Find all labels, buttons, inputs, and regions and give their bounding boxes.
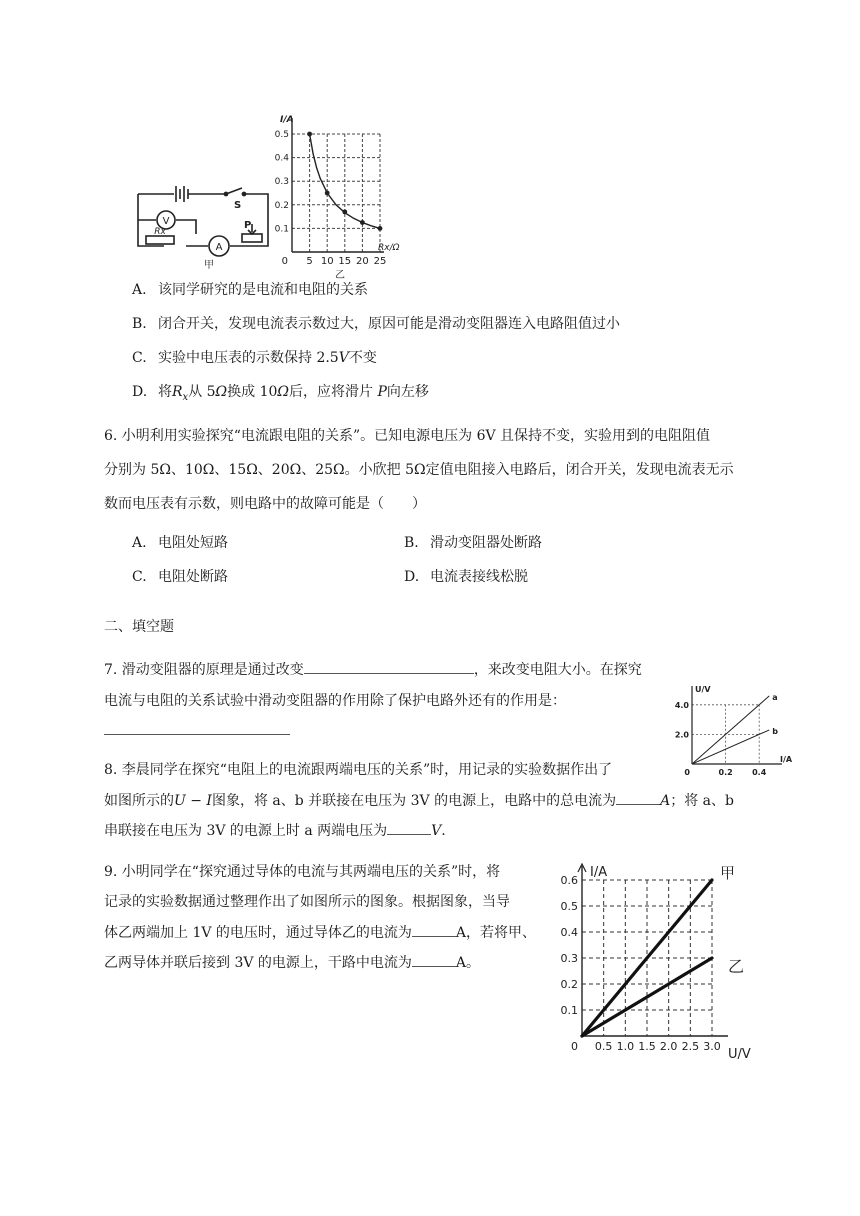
q6-option-c[interactable] [132,567,228,587]
y-tick-label: 0.5 [274,130,289,140]
x-tick-label: 5 [306,256,313,267]
y-tick-label: 0.2 [560,978,578,991]
series-label-a: a [772,692,778,702]
circuit-caption: 甲 [204,260,214,271]
x-tick-label: 20 [356,256,369,267]
y-axis-title: I/A [280,115,294,125]
series-line-b [692,730,769,764]
y-tick-label: 4.0 [674,700,689,710]
option-key: C. [132,569,147,585]
q9-text: 乙两导体并联后接到 3V 的电源上，干路中电流为 [104,955,412,971]
ammeter-symbol: A [215,242,223,253]
option-text: 将 [158,384,172,400]
q8-text: 如图所示的 [104,793,174,809]
y-axis-title: I/A [590,865,608,880]
q8-text: ；将 a、b [670,793,734,809]
q7-line-2: 电流与电阻的关系试验中滑动变阻器的作用除了保护电路外还有的作用是： [104,693,566,709]
data-point [307,132,312,137]
x-tick-label: 15 [338,256,352,267]
option-key: C. [132,350,147,366]
y-tick-label: 0.3 [560,952,578,965]
option-text-end: 不变 [348,350,377,366]
option-text: 电阻处断路 [158,569,228,585]
ohm-symbol: Ω [277,384,290,400]
voltmeter-symbol: V [162,216,170,227]
option-text: 后，应将滑片 [289,384,378,400]
option-text: 电流表接线松脱 [430,569,528,585]
q8-answer-blank-2[interactable] [387,820,431,835]
q6-option-d[interactable] [404,567,528,587]
q7-text: 7. 滑动变阻器的原理是通过改变 [104,662,304,678]
q6-stem-line-1: 6. 小明利用实验探究“电流跟电阻的关系”。已知电源电压为 6V 且保持不变，实验用到的电阻阻值 [104,428,711,444]
y-tick-label: 0.5 [560,900,578,913]
slider-label: P [244,220,252,231]
y-tick-label: 2.0 [674,730,689,740]
y-tick-label: 0.3 [274,177,289,188]
y-tick-label: 0.2 [274,200,289,211]
q6-option-a[interactable] [132,533,228,553]
x-tick-label: 2.5 [681,1040,700,1053]
option-key: A. [132,282,147,298]
x-tick-label: 2.0 [659,1040,678,1053]
option-text-end: 向左移 [386,384,429,400]
ohm-symbol: Ω [215,384,228,400]
x-tick-label: 0.4 [752,768,767,777]
resistor-label: Rx [154,227,166,237]
q5-option-c[interactable] [132,348,377,368]
series-label-b: b [772,726,779,736]
x-tick-label: 25 [373,256,387,267]
option-text: 换成 10 [227,384,278,400]
q6-stem-line-3: 数而电压表有示数，则电路中的故障可能是（ ） [104,496,426,512]
data-point [360,220,365,225]
graph-ia-vs-uv [560,858,770,1068]
unit-volt: V [431,823,442,839]
option-key: B. [404,535,419,551]
x-axis-title: I/A [780,755,792,764]
option-text: 闭合开关，发现电流表示数过大，原因可能是滑动变阻器连入电路阻值过小 [158,316,620,332]
x-tick-label: 3.0 [703,1040,721,1053]
series-label-jia: 甲 [720,864,736,882]
switch-label: S [234,200,242,211]
q9-line-1: 9. 小明同学在“探究通过导体的电流与其两端电压的关系”时，将 [104,864,501,880]
x-tick-label: 0.2 [718,768,733,777]
q5-option-d[interactable] [132,382,429,408]
data-point [342,209,347,214]
q8-text: 串联接在电压为 3V 的电源上时 a 两端电压为 [104,823,388,839]
q9-answer-blank-2[interactable] [412,952,456,967]
option-key: D. [132,384,148,400]
q8-text: 图象，将 a、b 并联接在电压为 3V 的电源上，电路中的总电流为 [211,793,617,809]
q6-option-b[interactable] [404,533,542,553]
option-text: 滑动变阻器处断路 [430,535,542,551]
q7-answer-blank-1[interactable] [304,659,474,674]
y-tick-label: 0.1 [560,1004,578,1017]
q7-answer-blank-2[interactable] [104,720,290,735]
graph-caption: 乙 [335,270,345,281]
origin-label: 0 [684,768,690,777]
unit-volt: V [338,350,349,366]
y-axis-title: U/V [695,685,711,694]
y-tick-label: 0.4 [274,153,289,164]
graph-uv-vs-ia [668,682,792,782]
q6-stem-line-2: 分别为 5Ω、10Ω、15Ω、20Ω、25Ω。小欣把 5Ω定值电阻接入电路后，闭合开关，发现电流表无示 [104,462,734,478]
q5-option-a[interactable] [132,280,368,300]
rx-symbol: R [172,384,183,400]
x-tick-label: 10 [320,256,334,267]
q9-line-4 [104,952,480,973]
graph-current-vs-resistance [272,112,422,282]
x-axis-title: Rx/Ω [378,243,400,253]
data-point [325,191,330,196]
q8-line-3 [104,820,446,841]
origin-label: 0 [281,256,288,267]
q8-ui-symbol: U − I [174,793,212,809]
x-axis-title: U/V [728,1047,751,1062]
option-text: 从 5 [188,384,216,400]
option-key: B. [132,316,147,332]
series-line-a [692,696,769,764]
option-text: 实验中电压表的示数保持 2.5 [158,350,339,366]
q8-answer-blank-1[interactable] [616,790,660,805]
section-title: 二、填空题 [104,619,174,635]
x-tick-label: 0.5 [594,1040,613,1053]
q9-line-3 [104,922,536,943]
series-line-yi [582,958,712,1036]
q8-line-2 [104,790,734,811]
q9-text: A，若将甲、 [455,925,537,941]
option-text: 该同学研究的是电流和电阻的关系 [158,282,368,298]
rx-subscript: x [182,391,189,403]
series-label-yi: 乙 [728,957,745,976]
q9-text: 体乙两端加上 1V 的电压时，通过导体乙的电流为 [104,925,412,941]
x-tick-label: 1.5 [638,1040,656,1053]
q9-text: A。 [455,955,481,971]
q9-line-2: 记录的实验数据通过整理作出了如图所示的图象。根据图象，当导 [104,894,510,910]
unit-amp: A [660,793,671,809]
y-tick-label: 0.6 [560,874,578,887]
origin-label: 0 [571,1040,578,1053]
option-key: A. [132,535,147,551]
p-symbol: P [377,384,387,400]
q5-option-b[interactable] [132,314,620,334]
data-point [378,226,383,231]
y-tick-label: 0.1 [274,224,289,235]
y-tick-label: 0.4 [560,926,578,939]
circuit-diagram-jia [126,176,278,272]
q8-line-1: 8. 李晨同学在探究“电阻上的电流跟两端电压的关系”时，用记录的实验数据作出了 [104,762,613,778]
q9-answer-blank-1[interactable] [412,922,456,937]
option-key: D. [404,569,420,585]
q7-text: ，来改变电阻大小。在探究 [473,662,642,678]
option-text: 电阻处短路 [158,535,228,551]
x-tick-label: 1.0 [616,1040,635,1053]
q7-line-1 [104,659,642,680]
q8-text: . [441,823,446,839]
